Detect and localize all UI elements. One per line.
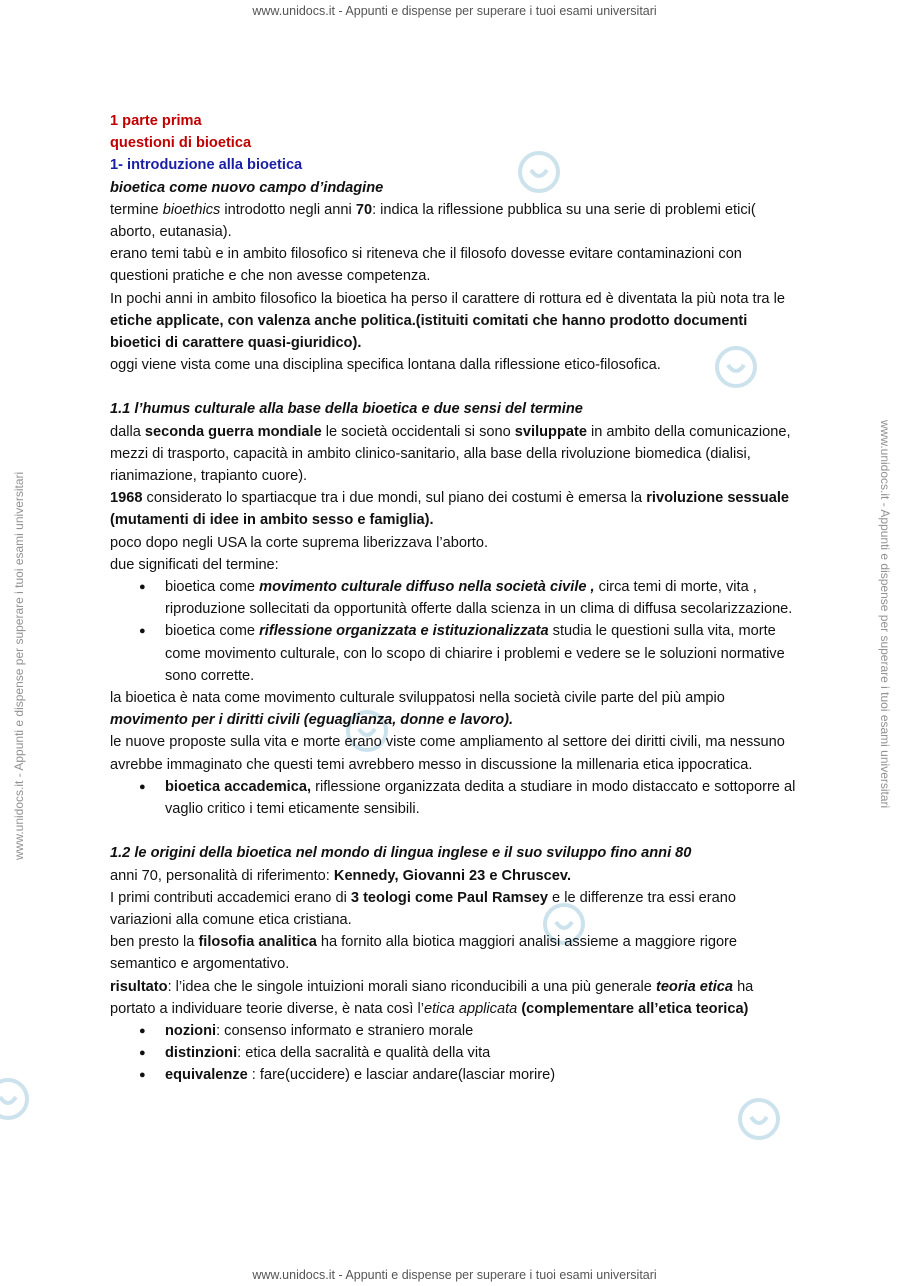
page-header-watermark: www.unidocs.it - Appunti e dispense per superare i tuoi esami universitari <box>252 4 657 18</box>
paragraph: 1968 considerato lo spartiacque tra i due mondi, sul piano dei costumi è emersa la rivoluzione sessuale (mutamenti di idee in ambito sesso e famiglia). <box>110 490 789 529</box>
watermark-logo-icon <box>735 1095 783 1143</box>
bullet-list <box>110 1020 800 1087</box>
paragraph: due significati del termine: <box>110 556 279 573</box>
paragraph: dalla seconda guerra mondiale le società occidentali si sono sviluppate in ambito della comunicazione, mezzi di trasporto, capacità in ambito clinico-sanitario, alla base della rivoluzione biomedica (dialisi, rianimazione, trapianto cuore). <box>110 423 791 485</box>
page-footer-watermark: www.unidocs.it - Appunti e dispense per superare i tuoi esami universitari <box>252 1268 657 1282</box>
list-item: ● bioetica accademica, riflessione organizzata dedita a studiare in modo distaccato e sottoporre al vaglio critico i temi eticamente sensibili. <box>165 776 800 820</box>
watermark-logo-icon <box>0 1075 32 1123</box>
section-heading: bioetica come nuovo campo d’indagine <box>110 179 384 196</box>
list-item: ● equivalenze : fare(uccidere) e lasciar andare(lasciar morire) <box>165 1064 800 1086</box>
list-item: ● bioetica come riflessione organizzata e istituzionalizzata studia le questioni sulla vita, morte come movimento culturale, con lo scopo di chiarire i problemi e vedere se le soluzioni normative sono corrette. <box>165 620 800 687</box>
part-subtitle: questioni di bioetica <box>110 135 252 152</box>
list-item: ● distinzioni: etica della sacralità e qualità della vita <box>165 1042 800 1064</box>
bullet-list <box>110 776 800 820</box>
paragraph: ben presto la filosofia analitica ha fornito alla biotica maggiori analisi assieme a maggiore rigore semantico e argomentativo. <box>110 934 738 973</box>
section-heading: 1.2 le origini della bioetica nel mondo di lingua inglese e il suo sviluppo fino anni 80 <box>110 845 692 862</box>
paragraph: I primi contributi accademici erano di 3 teologi come Paul Ramsey e le differenze tra essi erano variazioni alla comune etica cristiana. <box>110 889 736 928</box>
paragraph: erano temi tabù e in ambito filosofico si riteneva che il filosofo dovesse evitare contaminazioni con questioni pratiche e che non avesse competenza. <box>110 246 742 285</box>
part-title: 1 parte prima <box>110 113 202 129</box>
chapter-title: 1- introduzione alla bioetica <box>110 157 303 174</box>
paragraph: le nuove proposte sulla vita e morte erano viste come ampliamento al settore dei diritti civili, ma nessuno avrebbe immaginato che questi temi avrebbero messo in discussione la millenaria etica ippocratica. <box>110 734 785 773</box>
paragraph: poco dopo negli USA la corte suprema liberizzava l’aborto. <box>110 534 489 551</box>
side-watermark-left: www.unidocs.it - Appunti e dispense per superare i tuoi esami universitari <box>12 471 26 860</box>
paragraph: oggi viene vista come una disciplina specifica lontana dalla riflessione etico-filosofica. <box>110 357 661 374</box>
section-heading: 1.1 l’humus culturale alla base della bioetica e due sensi del termine <box>110 401 583 418</box>
side-watermark-right: www.unidocs.it - Appunti e dispense per superare i tuoi esami universitari <box>878 420 892 809</box>
list-item: ● nozioni: consenso informato e straniero morale <box>165 1020 800 1042</box>
bullet-list <box>110 576 800 687</box>
paragraph: la bioetica è nata come movimento culturale sviluppatosi nella società civile parte del più ampio movimento per i diritti civili (eguaglianza, donne e lavoro). <box>110 690 725 729</box>
paragraph: termine bioethics introdotto negli anni 70: indica la riflessione pubblica su una serie di problemi etici( aborto, eutanasia). <box>110 201 756 241</box>
paragraph: In pochi anni in ambito filosofico la bioetica ha perso il carattere di rottura ed è diventata la più nota tra le etiche applicate, con valenza anche politica.(istituiti comitati che hanno prodotto documenti bioetici di carattere quasi-giuridico). <box>110 290 785 352</box>
paragraph: anni 70, personalità di riferimento: Kennedy, Giovanni 23 e Chruscev. <box>110 867 571 884</box>
list-item: ● bioetica come movimento culturale diffuso nella società civile , circa temi di morte, vita , riproduzione sollecitati da opportunità offerte dalla scienza in un clima di diffusa secolarizzazione. <box>165 576 800 620</box>
paragraph: risultato: l’idea che le singole intuizioni morali siano riconducibili a una più generale teoria etica ha portato a individuare teorie diverse, è nata così l’etica applicata (complementare all’etica teorica) <box>110 978 754 1017</box>
document-body <box>110 110 800 1087</box>
